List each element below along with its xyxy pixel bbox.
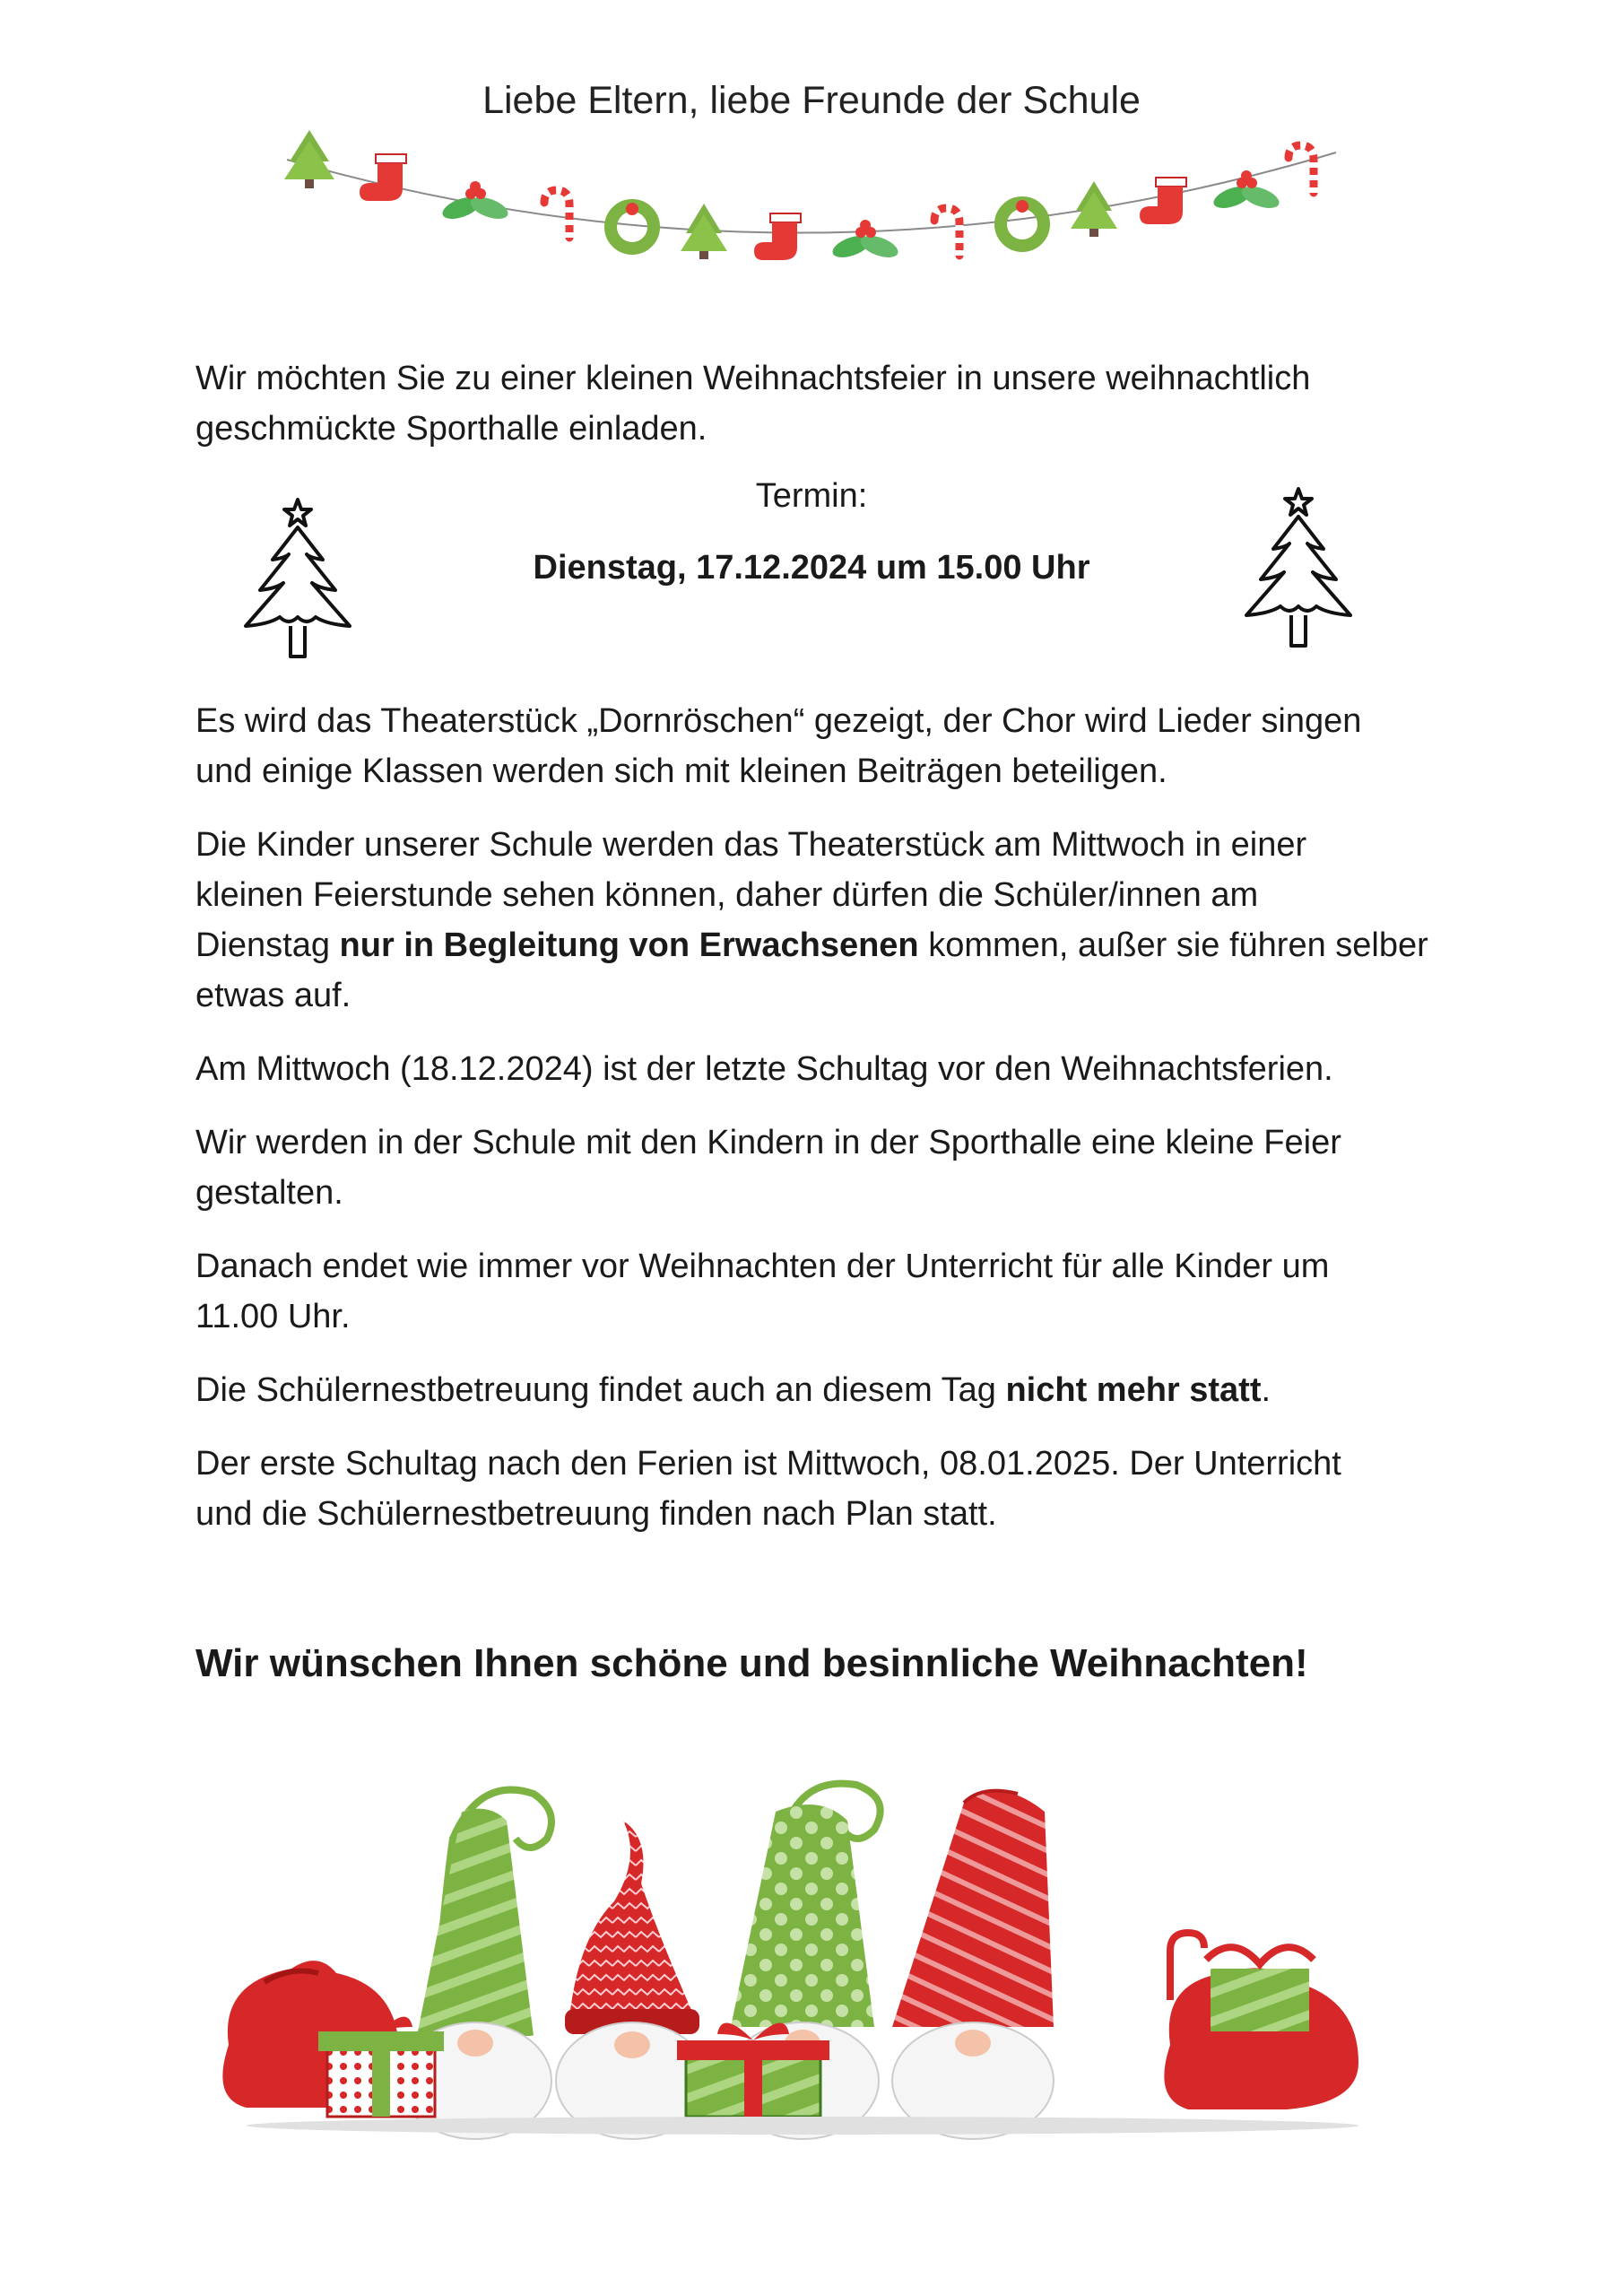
paragraph-line: gestalten. bbox=[195, 1174, 343, 1212]
paragraph-end-time bbox=[195, 1241, 1451, 1342]
paragraph-program bbox=[195, 696, 1451, 796]
paragraph-children bbox=[195, 820, 1451, 1021]
paragraph-first-day bbox=[195, 1439, 1451, 1539]
text-span: kommen, außer sie führen selber bbox=[918, 926, 1428, 964]
text-span: . bbox=[1261, 1371, 1271, 1409]
termin-label: Termin: bbox=[755, 477, 868, 515]
paragraph-line: und die Schülernestbetreuung finden nach Plan statt. bbox=[195, 1495, 997, 1533]
closing-greeting: Wir wünschen Ihnen schöne und besinnliche Weihnachten! bbox=[195, 1641, 1308, 1685]
paragraph-line bbox=[195, 920, 1451, 970]
paragraph-line: Es wird das Theaterstück „Dornröschen“ gezeigt, der Chor wird Lieder singen bbox=[195, 702, 1362, 740]
paragraph-line: etwas auf. bbox=[195, 977, 352, 1014]
header-banner bbox=[193, 27, 1430, 296]
emphasis-text: nicht mehr statt bbox=[1005, 1371, 1262, 1409]
gnomes-illustration-icon bbox=[193, 1758, 1385, 2144]
christmas-tree-outline-icon bbox=[1236, 484, 1361, 655]
paragraph-line bbox=[195, 1365, 1451, 1415]
paragraph-line: und einige Klassen werden sich mit kleinen Beiträgen beteiligen. bbox=[195, 752, 1167, 790]
paragraph-line: Der erste Schultag nach den Ferien ist Mittwoch, 08.01.2025. Der Unterricht bbox=[195, 1445, 1341, 1483]
paragraph-line: 11.00 Uhr. bbox=[195, 1298, 351, 1335]
intro-line: geschmückte Sporthalle einladen. bbox=[195, 410, 707, 448]
christmas-garland-icon bbox=[282, 99, 1341, 278]
paragraph-line: Die Kinder unserer Schule werden das Theaterstück am Mittwoch in einer bbox=[195, 826, 1307, 864]
intro-paragraph bbox=[195, 353, 1451, 454]
paragraph-last-day bbox=[195, 1044, 1451, 1094]
emphasis-text: nur in Begleitung von Erwachsenen bbox=[339, 926, 919, 964]
paragraph-care bbox=[195, 1365, 1451, 1415]
paragraph-line: kleinen Feierstunde sehen können, daher dürfen die Schüler/innen am bbox=[195, 876, 1259, 914]
termin-date: Dienstag, 17.12.2024 um 15.00 Uhr bbox=[533, 549, 1090, 587]
intro-line: Wir möchten Sie zu einer kleinen Weihnachtsfeier in unsere weihnachtlich bbox=[195, 360, 1311, 397]
text-span: Die Schülernestbetreuung findet auch an diesem Tag bbox=[195, 1371, 1006, 1409]
christmas-tree-outline-icon bbox=[235, 495, 360, 665]
paragraph-line: Am Mittwoch (18.12.2024) ist der letzte Schultag vor den Weihnachtsferien. bbox=[195, 1050, 1333, 1088]
paragraph-line: Danach endet wie immer vor Weihnachten der Unterricht für alle Kinder um bbox=[195, 1248, 1330, 1285]
page-title: Liebe Eltern, liebe Freunde der Schule bbox=[482, 79, 1141, 122]
text-span: Dienstag bbox=[195, 926, 340, 964]
paragraph-celebration bbox=[195, 1118, 1451, 1218]
paragraph-line: Wir werden in der Schule mit den Kindern in der Sporthalle eine kleine Feier bbox=[195, 1124, 1341, 1161]
